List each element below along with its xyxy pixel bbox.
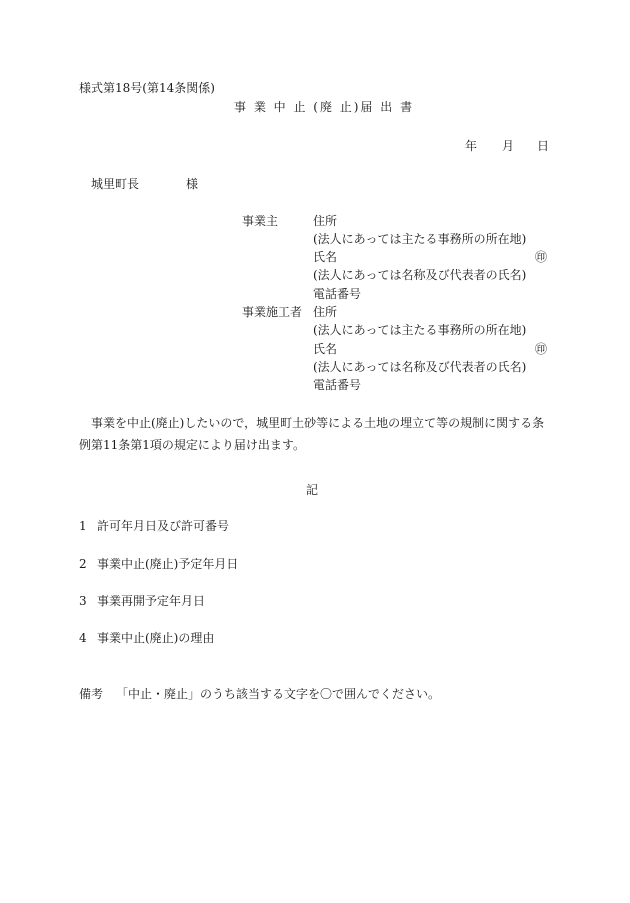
item-number: 4 xyxy=(79,631,87,645)
owner-name-label: 氏名 xyxy=(313,250,338,264)
body-paragraph: 事業を中止(廃止)したいので，城里町土砂等による土地の埋立て等の規制に関する条例第11条第1項の規定により届け出ます。 xyxy=(79,416,545,452)
addressee-honorific: 様 xyxy=(186,177,199,191)
contractor-address-note: (法人にあっては主たる事務所の所在地) xyxy=(313,323,527,337)
owner-name-note: (法人にあっては名称及び代表者の氏名) xyxy=(313,268,527,282)
remarks-label: 備考 xyxy=(79,687,104,701)
contractor-phone-label: 電話番号 xyxy=(313,378,362,392)
contractor-name-label: 氏名 xyxy=(313,342,338,356)
contractor-seal-mark: ㊞ xyxy=(535,342,548,356)
contractor-name-note: (法人にあっては名称及び代表者の氏名) xyxy=(313,360,527,374)
item-number: 2 xyxy=(79,557,87,571)
item-number: 3 xyxy=(79,594,87,608)
contractor-role-label: 事業施工者 xyxy=(242,305,303,319)
date-day-label: 日 xyxy=(537,139,550,153)
item-number: 1 xyxy=(79,519,87,533)
addressee-name: 城里町長 xyxy=(91,177,140,191)
item-label: 事業中止(廃止)予定年月日 xyxy=(97,557,239,571)
owner-seal-mark: ㊞ xyxy=(535,250,548,264)
item-label: 許可年月日及び許可番号 xyxy=(97,519,230,533)
document-title: 事 業 中 止 (廃 止)届 出 書 xyxy=(234,100,415,114)
item-label: 事業中止(廃止)の理由 xyxy=(97,631,215,645)
form-number: 様式第18号(第14条関係) xyxy=(79,81,215,95)
owner-address-note: (法人にあっては主たる事務所の所在地) xyxy=(313,232,527,246)
date-year-label: 年 xyxy=(465,139,478,153)
owner-role-label: 事業主 xyxy=(242,214,279,228)
owner-phone-label: 電話番号 xyxy=(313,287,362,301)
item-label: 事業再開予定年月日 xyxy=(97,594,206,608)
remarks-text: 「中止・廃止」のうち該当する文字を〇で囲んでください。 xyxy=(116,687,441,701)
date-month-label: 月 xyxy=(502,139,515,153)
ki-heading: 記 xyxy=(306,483,319,497)
owner-address-label: 住所 xyxy=(313,214,338,228)
contractor-address-label: 住所 xyxy=(313,305,338,319)
